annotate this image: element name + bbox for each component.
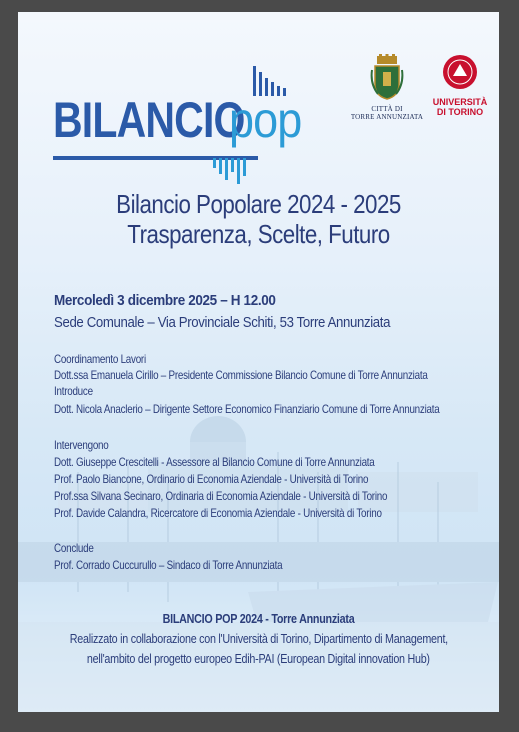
unito-seal-icon — [442, 54, 478, 90]
logo-word-accent: pop — [229, 92, 302, 148]
event-date-time: Mercoledì 3 dicembre 2025 – H 12.00 — [54, 292, 276, 309]
footer-heading: BILANCIO POP 2024 - Torre Annunziata — [162, 612, 355, 626]
speakers-label: Intervengono — [54, 438, 109, 452]
coordinator: Dott.ssa Emanuela Cirillo – Presidente Commissione Bilancio Comune di Torre Annunziata — [54, 368, 428, 382]
crest-icon — [370, 54, 404, 100]
closing-label: Conclude — [54, 541, 94, 555]
speaker-item: Dott. Giuseppe Crescitelli - Assessore al Bilancio Comune di Torre Annunziata — [54, 455, 375, 469]
event-location: Sede Comunale – Via Provinciale Schiti, 53 Torre Annunziata — [54, 314, 391, 331]
city-caption-1: CITTÀ DI — [371, 105, 403, 113]
closer: Prof. Corrado Cuccurullo – Sindaco di Torre Annunziata — [54, 558, 283, 572]
poster — [18, 12, 499, 712]
speaker-item: Prof. Davide Calandra, Ricercatore di Economia Aziendale - Università di Torino — [54, 506, 382, 520]
university-line-1: UNIVERSITÀ — [432, 97, 488, 107]
introducer: Dott. Nicola Anaclerio – Dirigente Settore Economico Finanziario Comune di Torre Annunziata — [54, 402, 440, 416]
coordination-label: Coordinamento Lavori — [54, 352, 146, 366]
footer-line-2: nell'ambito del progetto europeo Edih-PAI (European Digital innovation Hub) — [87, 652, 430, 666]
speaker-item: Prof.ssa Silvana Secinaro, Ordinaria di Economia Aziendale - Università di Torino — [54, 489, 388, 503]
bilanciopop-logo — [53, 74, 313, 184]
university-line-2: DI TORINO — [436, 107, 484, 117]
footer-line-1: Realizzato in collaborazione con l'Università di Torino, Dipartimento di Management, — [69, 632, 448, 646]
speaker-item: Prof. Paolo Biancone, Ordinario di Economia Aziendale - Università di Torino — [54, 472, 369, 486]
logo-word-main: BILANCIO — [53, 92, 245, 148]
intro-label: Introduce — [54, 384, 93, 398]
bars-graphic-lower — [203, 158, 273, 184]
city-crest — [348, 54, 426, 121]
title-line-2: Trasparenza, Scelte, Futuro — [127, 219, 390, 249]
city-caption-2: TORRE ANNUNZIATA — [350, 113, 424, 121]
title-line-1: Bilancio Popolare 2024 - 2025 — [116, 189, 401, 219]
unito-logo — [426, 54, 494, 117]
